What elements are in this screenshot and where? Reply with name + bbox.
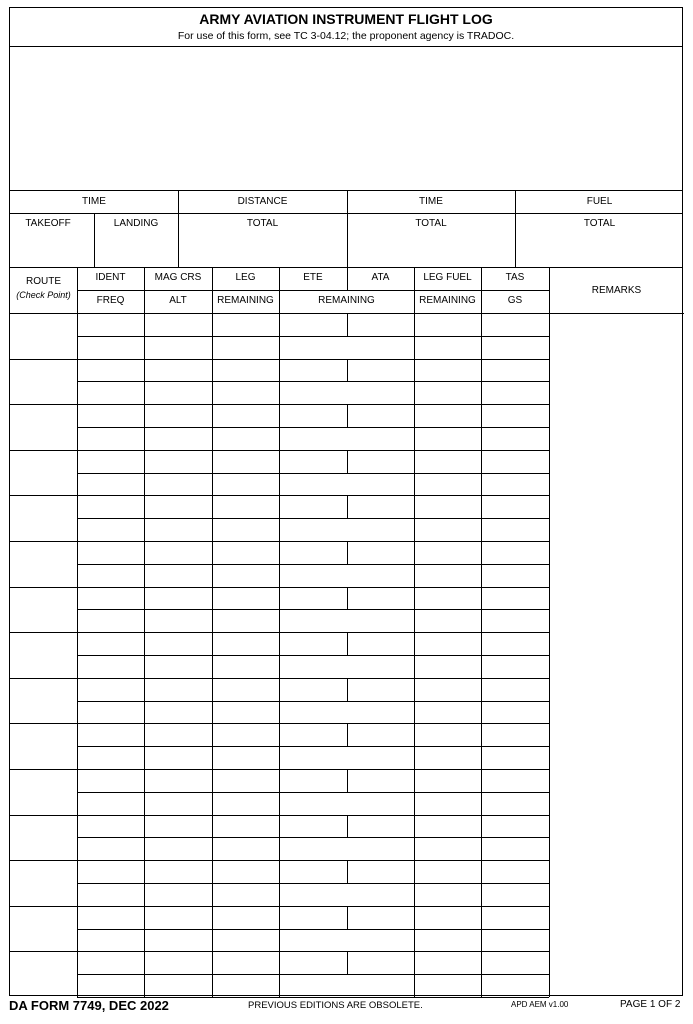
grid-line	[77, 746, 549, 747]
alt-header: ALT	[169, 295, 187, 306]
takeoff-label: TAKEOFF	[25, 218, 71, 229]
gs-header: GS	[507, 295, 523, 306]
grid-line	[10, 815, 549, 816]
flight-log-form	[9, 7, 683, 996]
grid-line	[77, 381, 549, 382]
grid-line	[77, 473, 549, 474]
grid-line	[77, 701, 549, 702]
landing-label: LANDING	[113, 218, 159, 229]
grid-line	[77, 564, 549, 565]
grid-line	[10, 860, 549, 861]
grid-line	[10, 359, 549, 360]
form-id: DA FORM 7749, DEC 2022	[9, 998, 169, 1013]
grid-line	[10, 404, 549, 405]
grid-line	[77, 609, 549, 610]
route-cell[interactable]	[10, 632, 77, 678]
grid-line	[347, 404, 348, 427]
route-cell[interactable]	[10, 678, 77, 724]
grid-line	[347, 632, 348, 655]
mag-crs-header: MAG CRS	[154, 272, 202, 283]
grid-line	[10, 951, 549, 952]
form-title: ARMY AVIATION INSTRUMENT FLIGHT LOG	[199, 11, 493, 27]
route-cell[interactable]	[10, 587, 77, 633]
grid-line	[77, 518, 549, 519]
grid-line	[347, 951, 348, 974]
grid-line	[347, 267, 348, 290]
divider	[10, 190, 682, 191]
fuel-remaining-header: REMAINING	[419, 295, 476, 306]
grid-line	[77, 974, 549, 975]
grid-line	[10, 450, 549, 451]
divider	[10, 267, 682, 268]
grid-line	[77, 336, 549, 337]
grid-line	[77, 792, 549, 793]
time-group-label: TIME	[82, 196, 106, 207]
route-cell[interactable]	[10, 495, 77, 541]
route-cell[interactable]	[10, 860, 77, 906]
grid-line	[77, 929, 549, 930]
grid-line	[347, 678, 348, 701]
grid-line	[347, 906, 348, 929]
grid-line	[10, 769, 549, 770]
ata-header: ATA	[371, 272, 390, 283]
route-cell[interactable]	[10, 906, 77, 952]
ete-header: ETE	[303, 272, 323, 283]
grid-line	[347, 769, 348, 792]
route-cell[interactable]	[10, 404, 77, 450]
time-remaining-header: REMAINING	[318, 295, 375, 306]
grid-line	[347, 313, 348, 336]
form-subtitle: For use of this form, see TC 3-04.12; the proponent agency is TRADOC.	[177, 30, 515, 42]
grid-line	[10, 587, 549, 588]
route-cell[interactable]	[10, 951, 77, 997]
route-subheader: (Check Point)	[16, 290, 71, 300]
notes-area[interactable]	[10, 47, 682, 190]
route-cell[interactable]	[10, 723, 77, 769]
fuel-total-label: TOTAL	[583, 218, 616, 229]
leg-remaining-header: REMAINING	[217, 295, 274, 306]
divider	[10, 213, 682, 214]
grid-line	[347, 359, 348, 382]
distance-total-label: TOTAL	[246, 218, 279, 229]
route-cell[interactable]	[10, 541, 77, 587]
route-cell[interactable]	[10, 450, 77, 496]
route-cell[interactable]	[10, 769, 77, 815]
grid-line	[10, 723, 549, 724]
grid-line	[549, 267, 550, 997]
route-cell[interactable]	[10, 313, 77, 359]
grid-line	[347, 587, 348, 610]
grid-line	[347, 860, 348, 883]
grid-line	[77, 290, 549, 291]
grid-line	[10, 495, 549, 496]
grid-line	[347, 495, 348, 518]
time-total-group-label: TIME	[419, 196, 443, 207]
grid-line	[10, 906, 549, 907]
grid-line	[77, 427, 549, 428]
leg-fuel-header: LEG FUEL	[423, 272, 472, 283]
remarks-header: REMARKS	[591, 285, 642, 296]
distance-group-label: DISTANCE	[237, 196, 288, 207]
route-cell[interactable]	[10, 359, 77, 405]
fuel-group-label: FUEL	[586, 196, 613, 207]
grid-line	[77, 883, 549, 884]
grid-line	[10, 632, 549, 633]
grid-line	[77, 655, 549, 656]
grid-line	[77, 837, 549, 838]
obsolete-notice: PREVIOUS EDITIONS ARE OBSOLETE.	[248, 1000, 423, 1011]
grid-line	[10, 541, 549, 542]
tas-header: TAS	[505, 272, 525, 283]
freq-header: FREQ	[96, 295, 125, 306]
ident-header: IDENT	[95, 272, 126, 283]
page-number: PAGE 1 OF 2	[620, 999, 681, 1010]
route-header: ROUTE	[26, 276, 61, 287]
time-total-label: TOTAL	[415, 218, 447, 229]
leg-header: LEG	[235, 272, 256, 283]
grid-line	[347, 541, 348, 564]
route-cell[interactable]	[10, 815, 77, 861]
grid-line	[10, 678, 549, 679]
grid-line	[347, 450, 348, 473]
version-label: APD AEM v1.00	[511, 1000, 569, 1009]
grid-line	[347, 815, 348, 838]
grid-line	[347, 723, 348, 746]
